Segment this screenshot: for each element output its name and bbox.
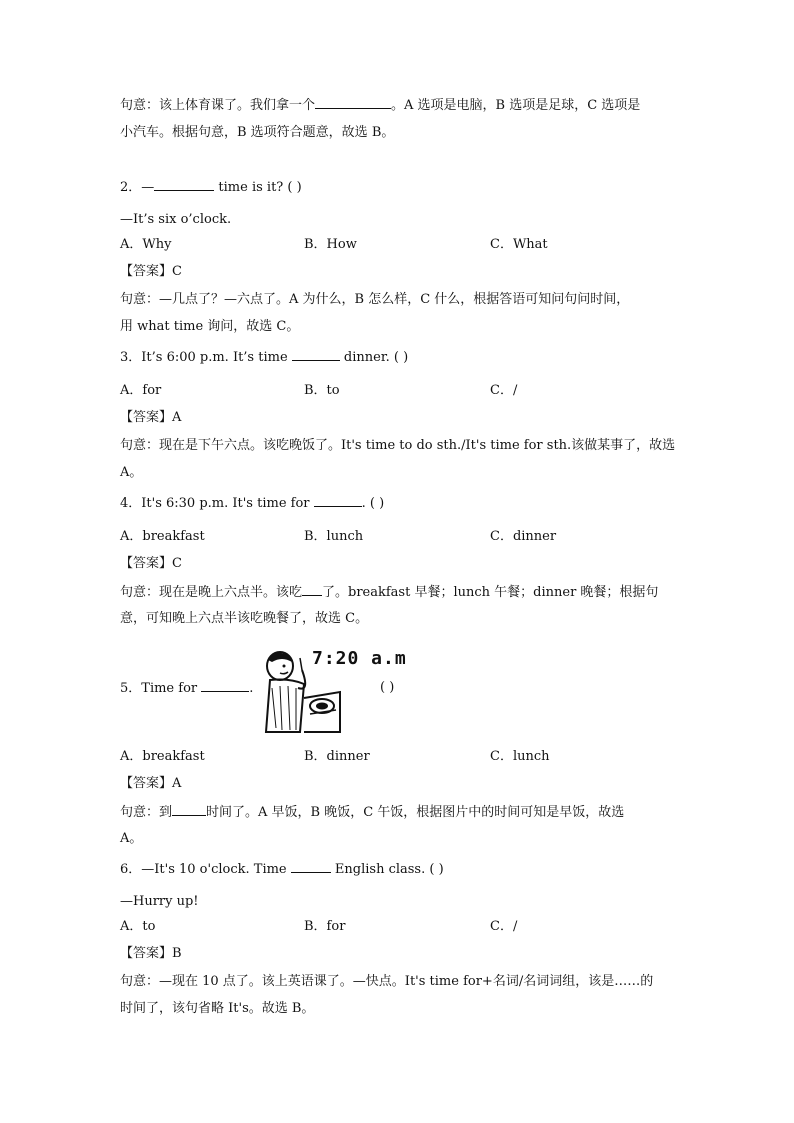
option-a: A．for — [120, 383, 162, 398]
explanation-line — [120, 583, 658, 602]
text: 。A 选项是电脑，B 选项是足球，C 选项是 — [391, 98, 641, 113]
explanation-line: A。 — [120, 831, 143, 846]
text: 5．Time for — [120, 681, 202, 696]
text: 句意：现在是晚上六点半。该吃 — [120, 585, 303, 600]
answer-blank — [291, 860, 331, 873]
option-c: C．What — [490, 237, 548, 252]
question-5 — [120, 679, 253, 698]
answer-parentheses: ( ) — [380, 680, 395, 695]
option-b: B．to — [304, 383, 340, 398]
explanation-line: 意，可知晚上六点半该吃晚餐了，故选 C。 — [120, 611, 369, 626]
answer-key: 【答案】A — [120, 410, 182, 425]
option-b: B．dinner — [304, 749, 370, 764]
text: English class. ( ) — [330, 862, 444, 877]
explanation-line — [120, 803, 624, 822]
clock-time-label: 7:20 a.m — [312, 648, 407, 669]
answer-line: —Hurry up! — [120, 894, 199, 909]
answer-blank — [292, 348, 340, 361]
answer-line: —It’s six o’clock. — [120, 212, 232, 227]
text: 句意：到 — [120, 805, 173, 820]
explanation-line: 用 what time 询问，故选 C。 — [120, 319, 300, 334]
option-c: C．dinner — [490, 529, 557, 544]
option-b: B．How — [304, 237, 357, 252]
answer-blank — [172, 803, 206, 816]
answer-blank — [201, 679, 249, 692]
answer-blank — [154, 178, 214, 191]
text: . — [249, 681, 254, 696]
text: 3．It’s 6:00 p.m. It’s time — [120, 350, 292, 365]
explanation-line: 小汽车。根据句意，B 选项符合题意，故选 B。 — [120, 125, 395, 140]
text: dinner. ( ) — [339, 350, 409, 365]
explanation-line: 句意：现在是下午六点。该吃晚饭了。It's time to do sth./It's time for sth.该做某事了，故选 — [120, 438, 676, 453]
explanation-line: 句意：—几点了？—六点了。A 为什么，B 怎么样，C 什么，根据答语可知问句问时间， — [120, 292, 630, 307]
answer-blank — [302, 583, 322, 596]
option-c: C．/ — [490, 919, 518, 934]
answer-key: 【答案】A — [120, 776, 182, 791]
explanation-line: A。 — [120, 465, 143, 480]
text: 2．— — [120, 180, 155, 195]
text: 句意：该上体育课了。我们拿一个 — [120, 98, 316, 113]
explanation-line: 句意：—现在 10 点了。该上英语课了。—快点。It's time for+名词/名词词组，该是……的 — [120, 974, 654, 989]
option-a: A．to — [120, 919, 156, 934]
question-4 — [120, 494, 384, 513]
explanation-line: 时间了，该句省略 It's。故选 B。 — [120, 1001, 315, 1016]
answer-blank — [314, 494, 362, 507]
question-3 — [120, 348, 408, 367]
option-c: C．lunch — [490, 749, 550, 764]
text: time is it? ( ) — [214, 180, 302, 195]
explanation-line — [120, 96, 640, 115]
answer-key: 【答案】B — [120, 946, 182, 961]
text: 了。breakfast 早餐；lunch 午餐；dinner 晚餐；根据句 — [322, 585, 659, 600]
option-c: C．/ — [490, 383, 518, 398]
answer-key: 【答案】C — [120, 556, 182, 571]
option-b: B．lunch — [304, 529, 364, 544]
text: . ( ) — [361, 496, 385, 511]
question-6 — [120, 860, 444, 879]
answer-key: 【答案】C — [120, 264, 182, 279]
answer-blank — [315, 96, 391, 109]
text: 6．—It's 10 o'clock. Time — [120, 862, 291, 877]
text: 时间了。A 早饭，B 晚饭，C 午饭，根据图片中的时间可知是早饭，故选 — [206, 805, 625, 820]
option-a: A．breakfast — [120, 529, 205, 544]
option-b: B．for — [304, 919, 346, 934]
option-a: A．Why — [120, 237, 172, 252]
option-a: A．breakfast — [120, 749, 205, 764]
text: 4．It's 6:30 p.m. It's time for — [120, 496, 314, 511]
question-2 — [120, 178, 302, 197]
